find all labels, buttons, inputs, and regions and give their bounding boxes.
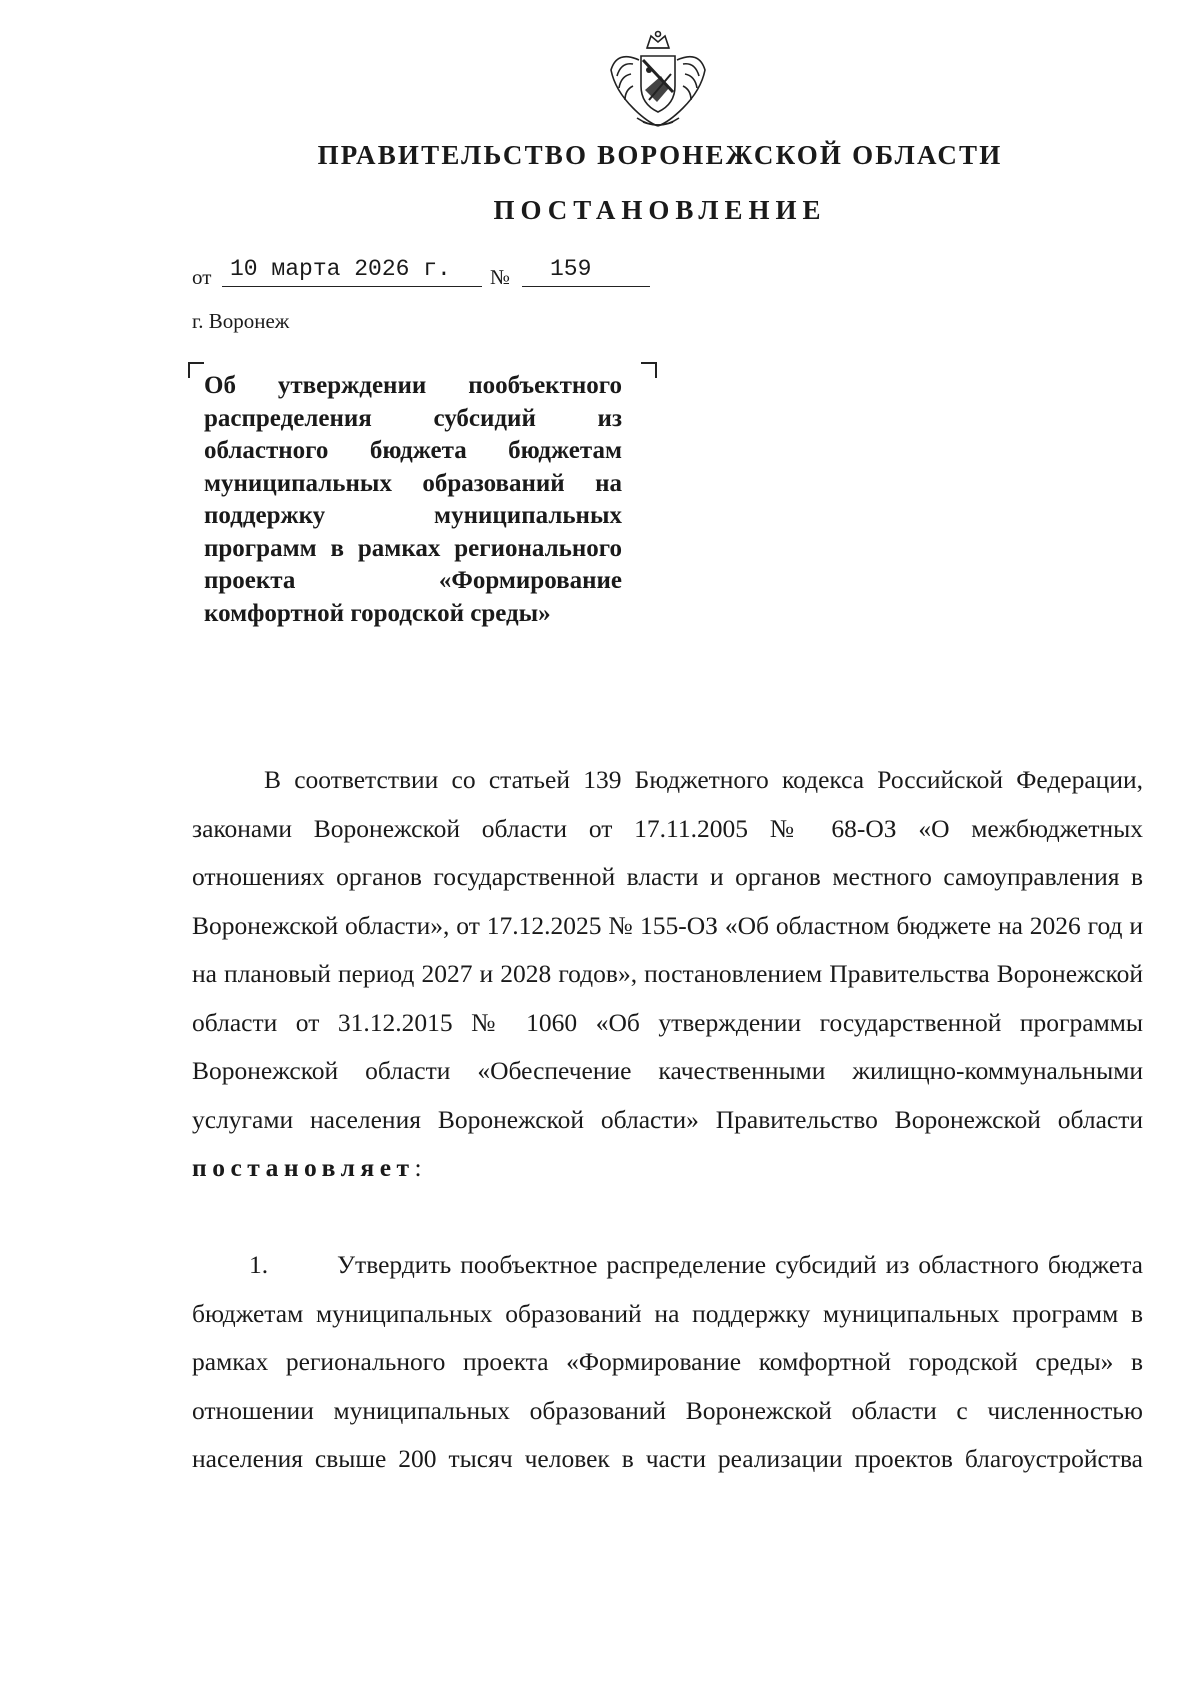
subject-corner-top-right: [641, 362, 657, 378]
document-date: 10 марта 2026 г.: [230, 256, 451, 282]
organization-title: ПРАВИТЕЛЬСТВО ВОРОНЕЖСКОЙ ОБЛАСТИ: [317, 140, 1003, 170]
date-number-row: [192, 256, 672, 292]
decree-colon: :: [414, 1153, 422, 1182]
number-prefix-label: №: [490, 265, 511, 289]
city-label: г. Воронеж: [192, 309, 290, 333]
clause-1-number: 1.: [249, 1250, 269, 1279]
date-underline: [222, 286, 482, 287]
coat-of-arms-emblem: [603, 30, 713, 134]
clause-1-text: Утвердить пообъектное распределение субсидий из областного бюджета бюджетам муниципальных образований на поддержку муниципальных программ в рамках регионального проекта «Формирование комфортной городской среды» в отношении муниципальных образований Воронежской области с численностью населения свыше 200 тысяч человек в части реализации проектов благоустройства: [192, 1250, 1143, 1473]
number-underline: [522, 286, 650, 287]
date-prefix-label: от: [192, 265, 212, 289]
document-number: 159: [550, 256, 592, 282]
document-subject: Об утверждении пообъектного распределения субсидий из областного бюджета бюджетам муниципальных образований на поддержку муниципальных программ в рамках регионального проекта «Формирование комфортной городской среды»: [204, 372, 622, 627]
preamble-paragraph: [192, 756, 1143, 1193]
decree-word: постановляет: [192, 1153, 415, 1182]
preamble-text: В соответствии со статьей 139 Бюджетного кодекса Российской Федерации, законами Воронежской области от 17.11.2005 № 68-ОЗ «О межбюджетных отношениях органов государственной власти и органов местного самоуправления в Воронежской области», от 17.12.2025 № 155-ОЗ «Об областном бюджете на 2026 год и на плановый период 2027 и 2028 годов», постановлением Правительства Воронежской области от 31.12.2015 № 1060 «Об утверждении государственной программы Воронежской области «Обеспечение качественными жилищно-коммунальными услугами населения Воронежской области» Правительство Воронежской области: [192, 765, 1143, 1134]
clause-1-paragraph: [192, 1241, 1143, 1484]
subject-corner-top-left: [188, 362, 204, 378]
document-type-title: ПОСТАНОВЛЕНИЕ: [493, 195, 827, 225]
